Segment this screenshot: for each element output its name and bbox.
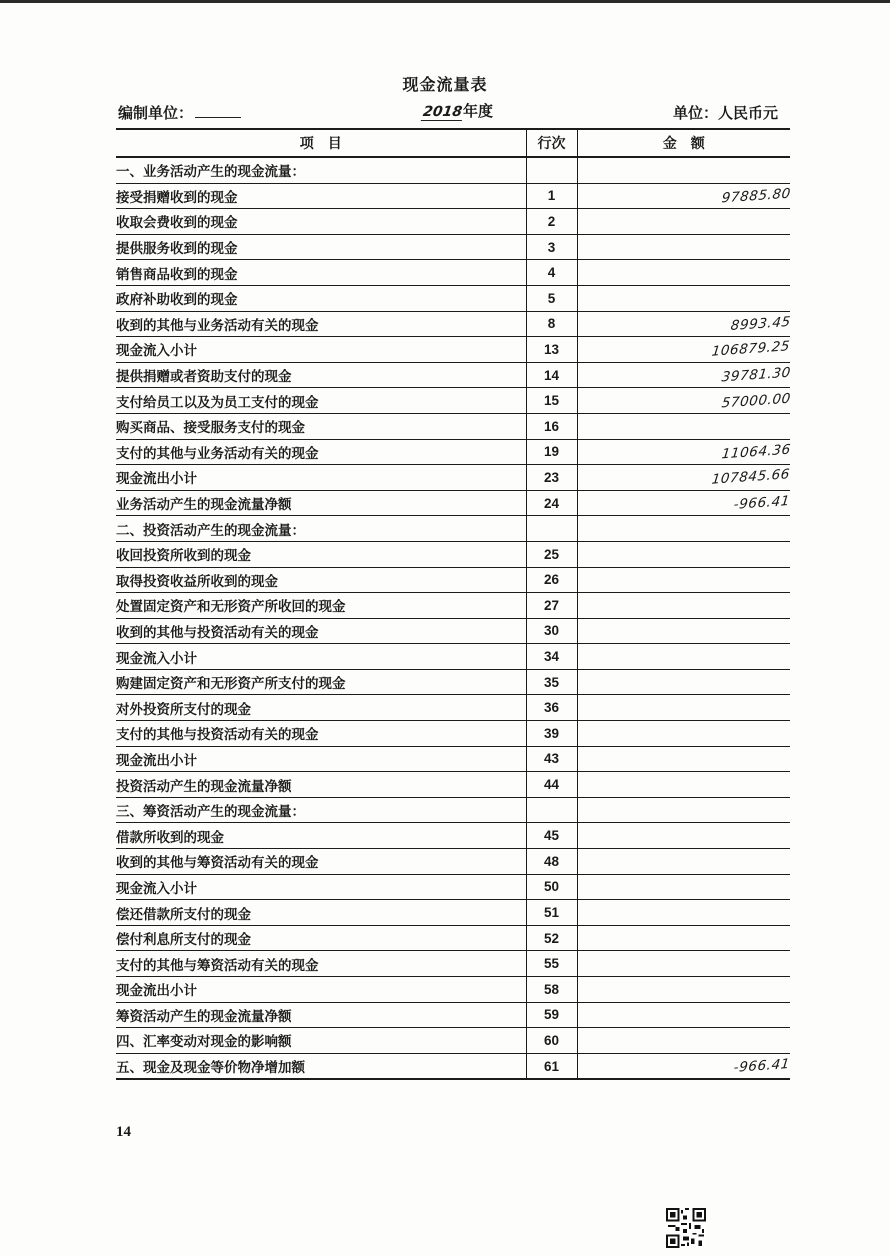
- table-row: [116, 618, 790, 644]
- row-item-label: 筹资活动产生的现金流量净额: [116, 1002, 526, 1028]
- row-item-label: 提供服务收到的现金: [116, 234, 526, 260]
- row-line-number: 43: [526, 746, 577, 772]
- row-item-label: 接受捐赠收到的现金: [116, 183, 526, 209]
- row-amount: 11064.36: [720, 441, 792, 463]
- row-line-number: 25: [526, 541, 577, 567]
- table-row: [116, 669, 790, 695]
- table-row: [116, 593, 790, 619]
- row-item-label: 收到的其他与筹资活动有关的现金: [116, 849, 526, 875]
- row-item-label: 支付的其他与筹资活动有关的现金: [116, 951, 526, 977]
- row-line-number: 34: [526, 644, 577, 670]
- row-amount-cell: [577, 490, 790, 516]
- row-amount-cell: [577, 362, 790, 388]
- table-row: [116, 311, 790, 337]
- row-amount-cell: [577, 644, 790, 670]
- column-header-amount: 金 额: [577, 129, 790, 157]
- row-item-label: 收到的其他与业务活动有关的现金: [116, 311, 526, 337]
- row-item-label: 支付的其他与业务活动有关的现金: [116, 439, 526, 465]
- row-item-label: 现金流入小计: [116, 874, 526, 900]
- row-amount-cell: [577, 234, 790, 260]
- row-item-label: 借款所收到的现金: [116, 823, 526, 849]
- page-title: 现金流量表: [402, 75, 488, 94]
- row-item-label: 现金流出小计: [116, 746, 526, 772]
- row-item-label: 对外投资所支付的现金: [116, 695, 526, 721]
- table-row: [116, 746, 790, 772]
- currency-unit: 单位：人民币元: [673, 104, 779, 122]
- table-row: [116, 925, 790, 951]
- row-line-number: [526, 797, 577, 823]
- top-border-line: [0, 0, 890, 3]
- row-amount: 97885.80: [720, 185, 792, 207]
- row-line-number: 24: [526, 490, 577, 516]
- row-item-label: 四、汇率变动对现金的影响额: [116, 1028, 526, 1054]
- row-line-number: 1: [526, 183, 577, 209]
- row-line-number: 3: [526, 234, 577, 260]
- row-amount: 107845.66: [711, 466, 792, 489]
- table-row: [116, 362, 790, 388]
- row-amount-cell: [577, 695, 790, 721]
- row-amount-cell: [577, 285, 790, 311]
- table-row: [116, 567, 790, 593]
- preparer-unit-blank: [195, 105, 241, 118]
- row-item-label: 现金流出小计: [116, 465, 526, 491]
- row-line-number: 51: [526, 900, 577, 926]
- row-line-number: [526, 157, 577, 183]
- row-item-label: 业务活动产生的现金流量净额: [116, 490, 526, 516]
- row-line-number: 16: [526, 413, 577, 439]
- fiscal-year: [422, 100, 493, 121]
- table-row: [116, 644, 790, 670]
- row-item-label: 三、筹资活动产生的现金流量：: [116, 797, 526, 823]
- row-amount: 57000.00: [720, 390, 792, 412]
- row-amount: -966.41: [733, 493, 792, 513]
- page-number: 14: [116, 1124, 131, 1140]
- fiscal-year-suffix: 年度: [462, 102, 493, 120]
- row-amount-cell: [577, 1028, 790, 1054]
- row-item-label: 购买商品、接受服务支付的现金: [116, 413, 526, 439]
- table-row: [116, 285, 790, 311]
- row-item-label: 支付的其他与投资活动有关的现金: [116, 721, 526, 747]
- row-item-label: 投资活动产生的现金流量净额: [116, 772, 526, 798]
- row-item-label: 购建固定资产和无形资产所支付的现金: [116, 669, 526, 695]
- row-line-number: 59: [526, 1002, 577, 1028]
- row-item-label: 偿还借款所支付的现金: [116, 900, 526, 926]
- row-amount-cell: [577, 900, 790, 926]
- table-row: [116, 721, 790, 747]
- row-line-number: 4: [526, 260, 577, 286]
- row-amount-cell: [577, 1002, 790, 1028]
- preparer-unit-label: 编制单位：: [118, 104, 194, 122]
- table-row: [116, 874, 790, 900]
- table-header-row: [116, 129, 790, 157]
- row-line-number: 60: [526, 1028, 577, 1054]
- column-header-item: 项 目: [116, 129, 526, 157]
- table-row: [116, 541, 790, 567]
- row-item-label: 现金流出小计: [116, 977, 526, 1003]
- row-line-number: 30: [526, 618, 577, 644]
- row-item-label: 支付给员工以及为员工支付的现金: [116, 388, 526, 414]
- row-line-number: 5: [526, 285, 577, 311]
- row-line-number: 50: [526, 874, 577, 900]
- table-row: [116, 490, 790, 516]
- row-amount-cell: [577, 260, 790, 286]
- row-amount: 39781.30: [720, 364, 792, 386]
- table-row: [116, 849, 790, 875]
- row-item-label: 偿付利息所支付的现金: [116, 925, 526, 951]
- table-row: [116, 209, 790, 235]
- row-amount-cell: [577, 209, 790, 235]
- row-amount-cell: [577, 413, 790, 439]
- row-line-number: 52: [526, 925, 577, 951]
- table-row: [116, 516, 790, 542]
- row-amount: 8993.45: [729, 313, 792, 334]
- table-row: [116, 951, 790, 977]
- row-amount-cell: [577, 823, 790, 849]
- row-amount-cell: [577, 746, 790, 772]
- row-amount-cell: [577, 618, 790, 644]
- qr-code-icon: [666, 1208, 706, 1248]
- row-amount-cell: [577, 849, 790, 875]
- row-line-number: 58: [526, 977, 577, 1003]
- row-amount-cell: [577, 797, 790, 823]
- row-item-label: 二、投资活动产生的现金流量：: [116, 516, 526, 542]
- row-line-number: 61: [526, 1053, 577, 1079]
- table-row: [116, 772, 790, 798]
- table-row: [116, 413, 790, 439]
- row-line-number: 45: [526, 823, 577, 849]
- row-amount-cell: [577, 516, 790, 542]
- row-amount-cell: [577, 183, 790, 209]
- table-row: [116, 465, 790, 491]
- row-line-number: 44: [526, 772, 577, 798]
- row-line-number: 23: [526, 465, 577, 491]
- row-amount-cell: [577, 669, 790, 695]
- row-line-number: 36: [526, 695, 577, 721]
- fiscal-year-handwritten: 2018: [421, 104, 464, 120]
- table-row: [116, 1053, 790, 1079]
- row-line-number: 15: [526, 388, 577, 414]
- table-row: [116, 388, 790, 414]
- row-line-number: 55: [526, 951, 577, 977]
- row-amount-cell: [577, 337, 790, 363]
- table-row: [116, 337, 790, 363]
- row-amount-cell: [577, 977, 790, 1003]
- table-row: [116, 157, 790, 183]
- row-item-label: 收到的其他与投资活动有关的现金: [116, 618, 526, 644]
- table-row: [116, 1028, 790, 1054]
- table-row: [116, 900, 790, 926]
- row-line-number: 27: [526, 593, 577, 619]
- row-item-label: 取得投资收益所收到的现金: [116, 567, 526, 593]
- row-line-number: 8: [526, 311, 577, 337]
- row-line-number: 39: [526, 721, 577, 747]
- row-item-label: 现金流入小计: [116, 337, 526, 363]
- row-amount-cell: [577, 721, 790, 747]
- row-item-label: 销售商品收到的现金: [116, 260, 526, 286]
- row-amount-cell: [577, 157, 790, 183]
- row-item-label: 现金流入小计: [116, 644, 526, 670]
- table-row: [116, 977, 790, 1003]
- table-row: [116, 234, 790, 260]
- column-header-line-no: 行次: [526, 129, 577, 157]
- row-line-number: 35: [526, 669, 577, 695]
- row-amount-cell: [577, 541, 790, 567]
- row-line-number: 13: [526, 337, 577, 363]
- table-row: [116, 823, 790, 849]
- row-line-number: [526, 516, 577, 542]
- row-amount: 106879.25: [711, 338, 792, 361]
- row-item-label: 收取会费收到的现金: [116, 209, 526, 235]
- row-item-label: 政府补助收到的现金: [116, 285, 526, 311]
- row-item-label: 一、业务活动产生的现金流量：: [116, 157, 526, 183]
- row-item-label: 提供捐赠或者资助支付的现金: [116, 362, 526, 388]
- row-amount-cell: [577, 1053, 790, 1079]
- row-line-number: 48: [526, 849, 577, 875]
- row-amount-cell: [577, 925, 790, 951]
- table-row: [116, 183, 790, 209]
- row-amount-cell: [577, 311, 790, 337]
- row-amount-cell: [577, 567, 790, 593]
- row-amount-cell: [577, 465, 790, 491]
- row-line-number: 19: [526, 439, 577, 465]
- table-row: [116, 260, 790, 286]
- row-amount-cell: [577, 593, 790, 619]
- row-line-number: 2: [526, 209, 577, 235]
- table-row: [116, 797, 790, 823]
- row-amount-cell: [577, 439, 790, 465]
- row-item-label: 收回投资所收到的现金: [116, 541, 526, 567]
- row-amount-cell: [577, 388, 790, 414]
- cash-flow-table: [116, 128, 790, 1080]
- table-row: [116, 1002, 790, 1028]
- preparer-unit: [118, 102, 241, 123]
- row-amount: -966.41: [733, 1056, 792, 1076]
- table-row: [116, 439, 790, 465]
- row-item-label: 五、现金及现金等价物净增加额: [116, 1053, 526, 1079]
- row-line-number: 26: [526, 567, 577, 593]
- row-amount-cell: [577, 874, 790, 900]
- row-line-number: 14: [526, 362, 577, 388]
- row-amount-cell: [577, 951, 790, 977]
- row-amount-cell: [577, 772, 790, 798]
- table-row: [116, 695, 790, 721]
- row-item-label: 处置固定资产和无形资产所收回的现金: [116, 593, 526, 619]
